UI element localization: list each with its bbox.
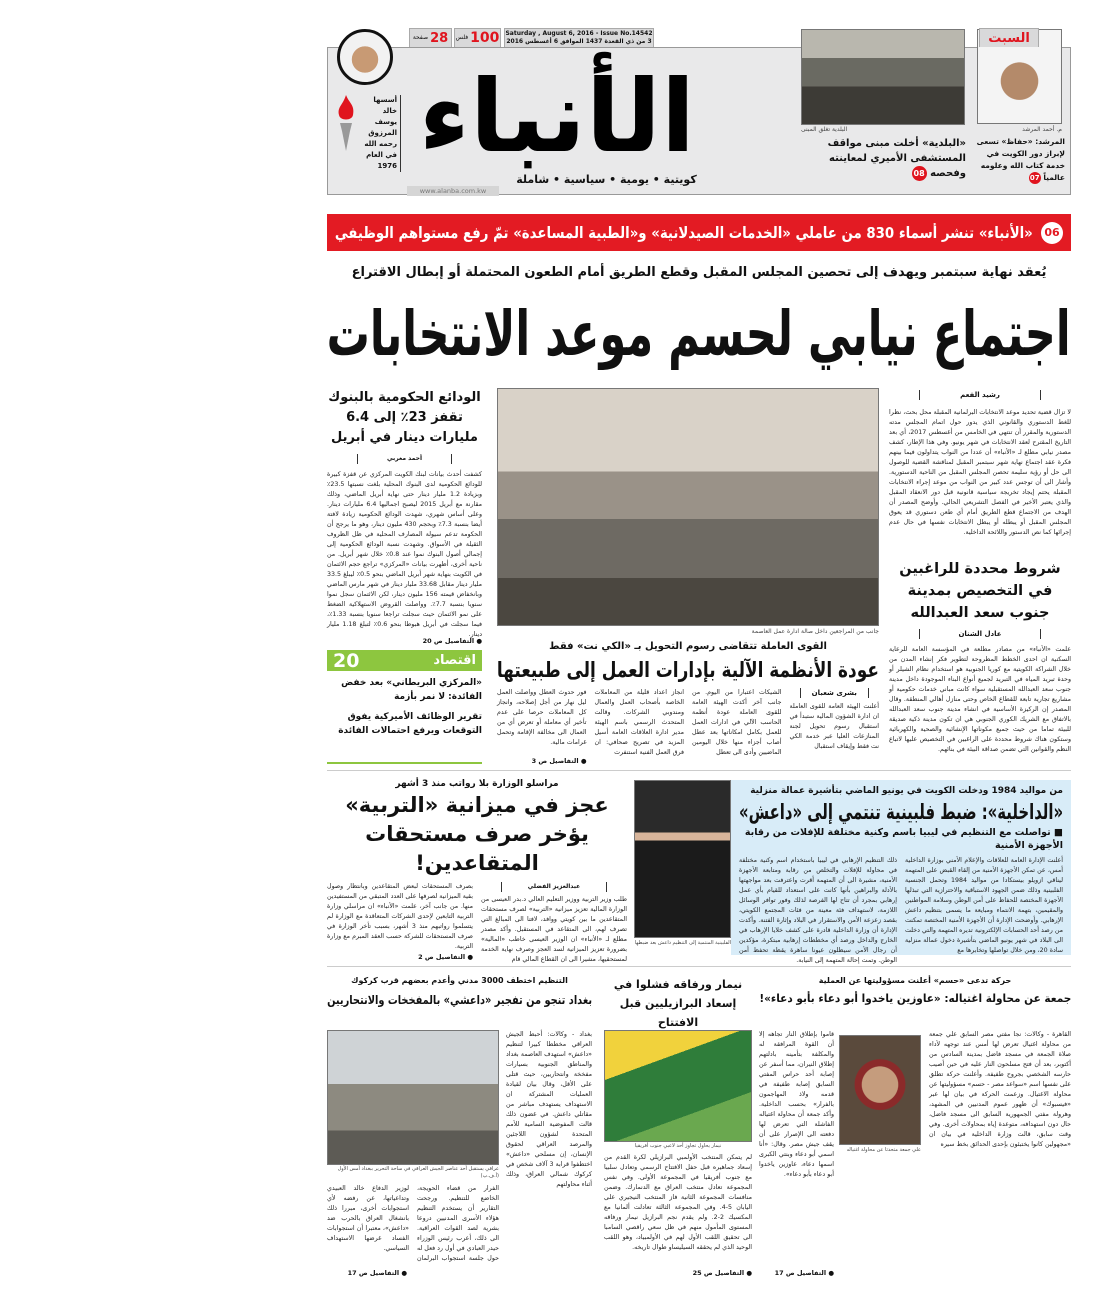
date-tab: Saturday , August 6, 2016 - Issue No.14542 3 من ذي القعدة 1437 الموافق 6 أغسطس 2016 (505, 30, 653, 45)
details-link[interactable]: ● التفاصيل ص 3 (497, 756, 587, 766)
isis-story-box: من مواليد 1984 ودخلت الكويت في يونيو الماضي بتأشيرة عمالة منزلية «الداخلية»: ضبط فلبينية تنتمي إلى «داعش» ■ تواصلت مع التنظيم في ليبيا باسم وكنية مختلفة للإفلات من رقابة الأجهزة الأمنية أعلنت الإدارة العامة للعلاقات والإعلام الأمني بوزارة الداخلية أمس، عن تمكن الأجهزة الأمنية من إلقاء القبض على المتهمة ليناقي ازويلو بيستكادا من مواليد 1984 وتحمل الجنسية الفلبينية وذلك ضمن الجهود الاستباقية والاحترازية التي تبذلها الأجهزة المختصة للحفاظ على أمن الوطن وسلامة المواطنين والمقيمين، بتهمة الانتماء ومبايعة ما يسمى بتنظيم داعش الإرهابي. وأوضحت الإدارة أن الأجهزة الأمنية المختصة تمكنت من رصد أحد الحسابات الإلكترونية تديره المتهمة والتي دخلت الى البلاد في شهر يونيو الماضي بتأشيرة دخول عمالة منزلية سادة 20، ومن خلال تواصلها وتخابرها مع ذلك التنظيم الإرهابي في ليبيا باستخدام اسم وكنية مختلفة في محاولة للإفلات والتخلص من رقابة ومتابعة الأجهزة الأمنية، مشيرة الى أن المتهمة أقرت واعترفت بعد مواجهتها بالأدلة والبراهين بأنها كانت على استعداد للقيام بأي عمل إرهابي بمجرد أن تتاح لها الفرصة لذلك وفور توافر الوسائل اللازمة، لاستهداف فئة معينة من فئات المجتمع الكويتي، بقصد زعزعة الأمن والاستقرار في البلاد وإثارة الفتنة. وأكدت الإدارة أن وزارة الداخلية قادرة على كشف خلايا الإرهاب في الخارج والداخل ورصد أي مخططات إرهابية مبتكرة، مؤكدين أن رجال الأمن سيظلون عيونا ساهرة يقظة تحفظ أمن الوطن. وتمت إحالة المتهمة إلى النيابة. (731, 780, 1071, 955)
photo-caption: علي جمعة متحدثا عن محاولة اغتياله (846, 1147, 921, 1153)
teaser-headline-municipality[interactable]: «البلدية» أخلت مبنى مواقف المستشفى الأميري لمعاينته وفحصه 08 (827, 138, 966, 179)
photo-caption-box (497, 628, 879, 635)
story-headline[interactable]: الودائع الحكومية بالبنوك تقفز 23٪ إلى 6.4 مليارات دينار في أبريل (328, 390, 481, 445)
photo-caption: البلدية تغلق المبنى (801, 126, 848, 133)
baghdad-photo (327, 1030, 499, 1165)
photo-caption: الفلبينية المنتمية إلى التنظيم داعش بعد ضبطها (634, 940, 731, 946)
ali-gomaa-photo (839, 1035, 921, 1145)
byline: أحمد مغربي (357, 454, 452, 464)
day-tab: السبت (979, 28, 1039, 47)
tagline: كويتية • يومية • سياسية • شاملة (516, 173, 697, 186)
economy-item[interactable]: تقرير الوظائف الأميركية يفوق التوقعات ويرفع احتمالات الفائدة (338, 712, 482, 736)
article-body: لا تزال قضية تحديد موعد الانتخابات البرلمانية المقبلة محل بحث، نظرا للغط الدستوري والقانوني الذي يدور حول اتمام المجلس مدته الدستورية والمقرر أن تنتهي في الخامس من أغسطس 2017، أي بعد التاريخ المقترح لعقد الانتخابات في شهر يونيو. وفي هذا الإطار، كشف مصدر نيابي مطلع لـ «الأنباء» أن عددا من النواب يتداولون فيما بينهم فكرة عقد اجتماع نهاية شهر سبتمبر المقبل لمناقشة القضية للوصول الى حل أو رؤية سليمة تحصن المجلس المقبل من الناحية الدستورية. وأشار الى أن توجس عدد كبير من النواب من موعد إجراء الانتخابات المقبلة يحتم إيجاد تخريجة سياسية قانونية قبل دور الانعقاد المقبل والذي يعتبر الأخير في الفصل التشريعي الحالي. وأوضح المصدر أن الهدف من الاجتماع قطع الطريق أمام أي طعن دستوري قد يعوق المجلس المقبل أو يبطله أو يبطل الانتخابات نفسها في حال عدم إجرائها كما نص الدستور واللائحة الداخلية. (889, 409, 1071, 536)
divider (327, 966, 1071, 967)
story-subhead: ■ تواصلت مع التنظيم في ليبيا باسم وكنية مختلفة للإفلات من رقابة الأجهزة الأمنية (744, 827, 1063, 851)
story-headline[interactable]: نيمار ورفاقه فشلوا في إسعاد البرازيليين قبل الافتتاح (613, 978, 743, 1029)
labor-office-photo (497, 388, 879, 626)
education-columns: عبدالعزيز الفضلي طلب وزير التربية ووزير التعليم العالي د.بدر العيسى من الوزارة المالية تعزيز ميزانية «التربية» لصرف مستحقات المتقاعدين ما بين كويتي ووافد، لافتا الى المبالغ التي تصرف لهم، الى المتقاعد في المستقبل. وأكد مصدر مطلع لـ «الأنباء» ان الوزير العيسى خاطب «المالية» بضرورة تعزيز الميزانية لسد العجز وصرف نهاية الخدمة لمستحقيها، مشيرا الى ان القطاع المالي قام بصرف المستحقات لبعض المتقاعدين وبانتظار وصول بقية الميزانية لصرفها على العدد المتبقي من المستفيدين منها. من جانب آخر، علمت «الأنباء» ان مراسلي وزارة التربية التابعين لإحدى الشركات المتعاقدة مع الوزارة لم يتسلموا رواتبهم منذ 3 أشهر، بسبب تأخر الوزارة في صرف المستحقات للشركة حسب العقد المبرم مع وزارة التربية. ● التفاصيل ص 2 (327, 882, 627, 962)
logo-box (407, 58, 707, 175)
torch-pen-icon (335, 95, 357, 155)
story-kicker-box (497, 640, 879, 654)
story-kicker: التنظيم اختطف 3000 مدني وأعدم بعضهم قرب كركوك (351, 976, 568, 985)
article-body: علمت «الأنباء» من مصادر مطلعة في المؤسسة العامة للرعاية السكنية ان احدى الخطط المطروحة لتطوير فكر إنشاء المدن من خلال الشراكة الكويتية مع كوريا الجنوبية هو استخدام نظام الشيلر أو وحدة تبريد المياه في التبريد لجميع أنواع البناء الموجودة داخل مدينة جنوب سعد العبدالله المستقبلية سواء كانت مباني خدمات حكومية أو مشاريع تجارية تابعة للقطاع الخاص وحتى منازل أهالي المنطقة. وقال المصدر إن الركيزة الأساسية في انشاء مدينة جنوب سعد العبدالله بالاتفاق مع الشريك الكوري الجنوبي هي ان تكون مدينة ذكية صديقة للبيئة تماما من حيث جميع مكوناتها الإنشائية والصحية والكهربائية وستكون هناك شروط محددة على الراغبين في التخصيص عليها لاتباع النظم والقوانين التي تضمن صداقة البيئة في بنائهم. (889, 646, 1071, 753)
details-link[interactable]: ● التفاصيل ص 17 (759, 1268, 834, 1278)
details-link[interactable]: ● التفاصيل ص 20 (327, 636, 482, 646)
details-link[interactable]: ● التفاصيل ص 25 (604, 1268, 752, 1278)
education-story (327, 778, 627, 962)
lead-kicker-box (327, 264, 1071, 282)
photo-caption: عراقي يستقبل أحد عناصر الجيش العراقي في ساحة التحرير ببغداد أمس الأول (أ.ف.پ) (337, 1166, 499, 1179)
lead-headline[interactable]: اجتماع نيابي لحسم موعد الانتخابات (327, 297, 1071, 370)
gomaa-story: حركة تدعى «حسم» أعلنت مسؤوليتها عن العملية جمعة عن محاولة اغتياله: «عاوزين ياخدوا أبو دعاء بأبو دعاء»! (759, 976, 1071, 1005)
lead-kicker: يُعقد نهاية سبتمبر ويهدف إلى تحصين المجلس المقبل وقطع الطريق أمام الطعون المحتملة أو إبطال الاقتراع (351, 265, 1047, 280)
details-link[interactable]: ● التفاصيل ص 17 (327, 1268, 407, 1278)
housing-story (889, 558, 1071, 764)
photo-caption: نيمار يحاول تجاوز أحد لاعبي جنوب أفريقيا (634, 1143, 722, 1149)
story-headline-box (497, 656, 879, 684)
photo-caption: جانب من المراجعين داخل صالة ادارة عمل العاصمة (751, 628, 879, 635)
story-headline[interactable]: شروط محددة للراغبين في التخصيص بمدينة جنوب سعد العبدالله (899, 561, 1061, 621)
story-headline[interactable]: عجز في ميزانية «التربية» يؤخر صرف مستحقات المتقاعدين! (345, 793, 609, 875)
economy-items (327, 676, 482, 760)
page-badge: 08 (912, 166, 927, 181)
photo-caption: م. أحمد المرشد (1022, 126, 1062, 133)
story-headline[interactable]: عودة الأنظمة الآلية بإدارات العمل إلى طبيعتها (496, 658, 879, 682)
labor-columns: بشرى شعبان أعلنت الهيئة العامة للقوى العاملة ان ادارة الشؤون المالية ستبدأ في استقبال رسوم تحويل لجنة المنازعات العليا عبر خدمة الكي نت فقط وإيقاف استقبال الشيكات اعتبارا من اليوم. من جانب آخر أكدت الهيئة العامة للقوى العاملة عودة أنظمة الحاسب الآلي في ادارات العمل للعمل بكامل امكاناتها بعد عطل أصاب أجزاء منها خلال اليومين الماضيين وأدى الى تعطل انجاز اعداد قليلة من المعاملات الخاصة بأصحاب العمل والعمال ومندوبي الشركات. وقالت المتحدث الرسمي باسم الهيئة مدير ادارة العلاقات العامة أسيل المزيد في تصريح صحافي: ان فرق العمل الفنية استنفرت فور حدوث العطل وواصلت العمل ليل نهار من أجل إصلاحه، وانجاز كل المعاملات حرصا على عدم تأخير أي معاملة أو تعرض أي من العمال الى مخالفة الإقامة وتحمل غرامات مالية. ● التفاصيل ص 3 (497, 688, 879, 766)
website-link[interactable]: www.alanba.com.kw (407, 186, 499, 196)
details-link[interactable]: ● التفاصيل ص 2 (327, 952, 473, 962)
story-kicker: القوى العاملة تتقاضى رسوم التحويل بـ «الكي نت» فقط (549, 641, 827, 652)
story-kicker: من مواليد 1984 ودخلت الكويت في يونيو الماضي بتأشيرة عمالة منزلية (750, 786, 1063, 796)
hospital-parking-photo (801, 29, 965, 125)
page-badge: 07 (1029, 174, 1040, 182)
byline: رشيد الفعم (919, 390, 1041, 400)
neymar-photo (604, 1030, 752, 1142)
economy-section-bar[interactable]: اقتصاد 20 (327, 650, 482, 671)
deposits-story (327, 388, 482, 646)
tagline-box (509, 174, 704, 186)
logo: الأنباء (418, 58, 696, 175)
story-kicker: مراسلو الوزارة بلا رواتب منذ 3 أشهر (395, 779, 559, 789)
teaser-headline-hifaz[interactable]: المرشد: «حفاظ» تسعى لإبراز دور الكويت في خدمة كتاب الله وعلومه عالمياً 07 (976, 137, 1065, 182)
founder-text: أسسها خالد يوسف المرزوق رحمه الله في العام 1976 (359, 95, 401, 172)
divider (327, 770, 1071, 771)
story-headline[interactable]: «الداخلية»: ضبط فلبينية تنتمي إلى «داعش» (738, 800, 1063, 824)
divider (327, 762, 482, 764)
lead-headline-box (327, 292, 1071, 376)
pages-tab: 28 صفحة (409, 28, 452, 47)
byline: عادل الشنان (919, 629, 1041, 639)
price-tab: 100 فلس (455, 30, 500, 46)
article-body: كشفت أحدث بيانات لبنك الكويت المركزي عن قفزة كبيرة للودائع الحكومية لدى البنوك المحلية بلغت نسبتها 23.5٪ وبزيادة 1.2 مليار دينار حتى نهاية أبريل الماضي، وذلك مقارنة مع أبريل 2015 ليصبح اجماليها 6.4 مليارات دينار. وعلى أساس شهري، شهدت الودائع الحكومية زيادة لافتة أيضا بنسبة 7.3٪ وبحجم 430 مليون دينار، وهو ما يرجح أن الحكومة تدعم سيولة المصارف المحلية في ظل الظروف الثقيلة في الأسواق. وشهدت نسبة الودائع الحكومية إلى إجمالي أصول البنوك نموا عند 0.8٪ خلال شهر أبريل. من ناحية أخرى، أظهرت بيانات «المركزي» تراجع حجم الائتمان في الكويت بنهاية شهر أبريل الماضي بنحو 0.5٪ ليبلغ 33.5 مليار دينار مقابل 33.68 مليار دينار في شهر مارس الماضي وبانخفاض قيمته 156 مليون دينار، لكن الائتمان سجل نموا سنويا بنسبة 7.7٪. وواصلت القروض الاستهلاكية الضغط على نمو الائتمان حيث سجلت تراجعا سنويا بنسبة 1.33٪، فيما سجلت في أبريل هبوطا بنحو 0.6٪ لتبلغ 1.18 مليار دينار. (327, 471, 483, 638)
founder-photo (337, 29, 393, 85)
economy-item[interactable]: «المركزي البريطاني» بعد خفض الفائدة: لا نمر بأزمة (341, 678, 482, 702)
story-headline[interactable]: بغداد تنجو من تفجير «داعشي» بالمفخخات والانتحاريين (327, 993, 592, 1007)
story-headline[interactable]: جمعة عن محاولة اغتياله: «عاوزين ياخدوا أبو دعاء بأبو دعاء»! (759, 992, 1071, 1005)
banner-headline[interactable]: 06 «الأنباء» تنشر أسماء 830 من عاملي «الخدمات الصيدلانية» و«الطبية المساعدة» تمّ رفع مستواهم الوظيفي (327, 214, 1071, 251)
lead-story (889, 390, 1071, 554)
